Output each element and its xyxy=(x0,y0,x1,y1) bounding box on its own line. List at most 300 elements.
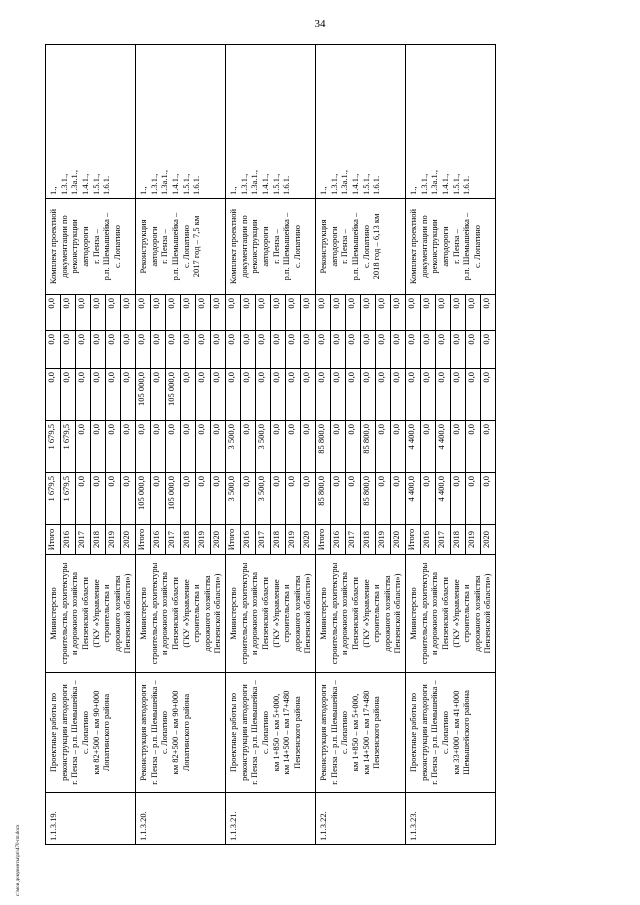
amount-v3-cell: 0,0 xyxy=(286,369,301,421)
activity-name-line: с. Лопатино xyxy=(79,711,90,754)
amount-v4-cell: 0,0 xyxy=(271,331,286,369)
amount-v3-cell: 0,0 xyxy=(466,369,481,421)
result-line: р.п. Шемышейка – xyxy=(281,212,292,281)
row-number: 1.1.3.23. xyxy=(408,811,418,841)
amount-v4-cell: 0,0 xyxy=(166,331,181,369)
executor-line: (ГКУ «Управление xyxy=(90,579,101,648)
executor-line: Министерство xyxy=(318,587,328,640)
result-line: 2018 год – 6,13 км xyxy=(371,213,382,280)
amount-v4-cell: 0,0 xyxy=(406,331,421,369)
executor-line: (ГКУ «Управление xyxy=(450,579,461,648)
amount-zero-cell: 0,0 xyxy=(166,295,181,331)
amount-v1-cell: 0,0 xyxy=(481,473,496,525)
amount-v1-cell: 0,0 xyxy=(286,473,301,525)
amount-v2-cell: 3 500,0 xyxy=(256,421,271,473)
year-cell: 2018 xyxy=(271,525,286,555)
amount-v4-cell: 0,0 xyxy=(421,331,436,369)
amount-zero-cell: 0,0 xyxy=(346,295,361,331)
executor-line: Министерство xyxy=(48,587,58,640)
activity-name-line: с. Лопатино xyxy=(339,711,350,754)
amount-v2-cell: 0,0 xyxy=(241,421,256,473)
executor-line: строительства и xyxy=(191,584,202,643)
executor-line: строительства и xyxy=(101,584,112,643)
goal-indicator: 1.6.1. xyxy=(101,175,112,195)
executor-line: Пензенской области xyxy=(439,577,450,650)
executor-line: и дорожного хозяйства xyxy=(159,572,170,656)
amount-v1-cell: 0,0 xyxy=(181,473,196,525)
amount-zero-cell: 0,0 xyxy=(421,295,436,331)
executor-line: и дорожного хозяйства xyxy=(249,572,260,656)
table-row xyxy=(46,45,61,845)
amount-v1-cell: 4 400,0 xyxy=(406,473,421,525)
result-line: документации по xyxy=(418,215,429,278)
goal-indicator: 1., xyxy=(408,186,418,195)
year-cell: 2017 xyxy=(166,525,181,555)
amount-v4-cell: 0,0 xyxy=(286,331,301,369)
result-line: с. Лопатино xyxy=(180,225,191,268)
table-row xyxy=(136,45,151,845)
activity-name-line: реконструкции автодороги xyxy=(58,684,69,781)
goal-indicator: 1.4.1., xyxy=(349,173,360,195)
amount-v1-cell: 1 679,5 xyxy=(46,473,61,525)
amount-v1-cell: 0,0 xyxy=(76,473,91,525)
result-line: Комплект проектной xyxy=(48,208,58,285)
executor-line: дорожного хозяйства xyxy=(381,575,392,652)
footer xyxy=(16,824,56,896)
year-cell: 2018 xyxy=(181,525,196,555)
amount-zero-cell: 0,0 xyxy=(301,295,316,331)
row-number-cell xyxy=(316,793,406,845)
year-cell: Итого xyxy=(226,525,241,555)
amount-v3-cell: 0,0 xyxy=(226,369,241,421)
row-number-cell xyxy=(406,793,496,845)
amount-zero-cell: 0,0 xyxy=(361,295,376,331)
activity-name-line: Пензенского района xyxy=(371,696,382,769)
result-line: г. Пенза – xyxy=(90,229,101,264)
amount-v2-cell: 0,0 xyxy=(196,421,211,473)
year-cell: 2019 xyxy=(376,525,391,555)
goal-indicator: 1.3а.1., xyxy=(249,169,260,195)
executor-cell xyxy=(316,555,406,673)
amount-zero-cell: 0,0 xyxy=(106,295,121,331)
executor-line: Пензенской области») xyxy=(482,573,493,654)
goal-indicator: 1.4.1., xyxy=(439,173,450,195)
activity-name-line: с. Лопатино xyxy=(159,711,170,754)
executor-line: дорожного хозяйства xyxy=(471,575,482,652)
row-number-cell xyxy=(226,793,316,845)
year-cell: 2018 xyxy=(361,525,376,555)
activity-name-line: км 33+000 – км 41+000 xyxy=(450,690,461,775)
amount-v4-cell: 0,0 xyxy=(241,331,256,369)
executor-line: строительства, архитектуры xyxy=(418,562,429,665)
amount-v3-cell: 0,0 xyxy=(121,369,136,421)
amount-zero-cell: 0,0 xyxy=(121,295,136,331)
result-line: с. Лопатино xyxy=(360,225,371,268)
year-cell: 2019 xyxy=(466,525,481,555)
amount-v3-cell: 0,0 xyxy=(46,369,61,421)
amount-v4-cell: 0,0 xyxy=(211,331,226,369)
activity-name-line: Пензенского района xyxy=(291,696,302,769)
amount-v2-cell: 0,0 xyxy=(121,421,136,473)
executor-cell xyxy=(406,555,496,673)
result-line: документации по xyxy=(58,215,69,278)
amount-zero-cell: 0,0 xyxy=(451,295,466,331)
amount-v3-cell: 0,0 xyxy=(391,369,406,421)
amount-v2-cell: 3 500,0 xyxy=(226,421,241,473)
goal-indicator: 1.4.1., xyxy=(259,173,270,195)
amount-zero-cell: 0,0 xyxy=(391,295,406,331)
year-cell: 2016 xyxy=(331,525,346,555)
amount-zero-cell: 0,0 xyxy=(376,295,391,331)
goal-indicator: 1.3а.1., xyxy=(69,169,80,195)
amount-v1-cell: 0,0 xyxy=(451,473,466,525)
year-cell: Итого xyxy=(46,525,61,555)
amount-v4-cell: 0,0 xyxy=(481,331,496,369)
year-cell: 2018 xyxy=(451,525,466,555)
result-line: Комплект проектной xyxy=(228,208,238,285)
amount-v2-cell: 0,0 xyxy=(376,421,391,473)
activity-name-line: г. Пенза – р.п. Шемышейка – xyxy=(429,680,440,785)
amount-v3-cell: 0,0 xyxy=(481,369,496,421)
amount-v4-cell: 0,0 xyxy=(346,331,361,369)
amount-v2-cell: 0,0 xyxy=(91,421,106,473)
amount-v3-cell: 0,0 xyxy=(196,369,211,421)
activity-name-line: с. Лопатино xyxy=(259,711,270,754)
amount-v2-cell: 0,0 xyxy=(421,421,436,473)
amount-v4-cell: 0,0 xyxy=(151,331,166,369)
year-cell: Итого xyxy=(316,525,331,555)
amount-v1-cell: 0,0 xyxy=(346,473,361,525)
amount-zero-cell: 0,0 xyxy=(466,295,481,331)
amount-v4-cell: 0,0 xyxy=(376,331,391,369)
row-number: 1.1.3.19. xyxy=(48,811,58,841)
amount-zero-cell: 0,0 xyxy=(181,295,196,331)
executor-line: (ГКУ «Управление xyxy=(180,579,191,648)
goal-indicator: 1.3а.1., xyxy=(429,169,440,195)
activity-name-line: Реконструкция автодороги xyxy=(318,684,328,781)
amount-v2-cell: 0,0 xyxy=(271,421,286,473)
year-cell: Итого xyxy=(406,525,421,555)
program-activities-table xyxy=(45,44,496,845)
goal-indicator: 1.4.1., xyxy=(169,173,180,195)
row-number-cell xyxy=(46,793,136,845)
amount-v2-cell: 0,0 xyxy=(76,421,91,473)
goal-indicator: 1., xyxy=(48,186,58,195)
result-line: автодороги xyxy=(259,226,270,267)
table-row xyxy=(406,45,421,845)
amount-v3-cell: 0,0 xyxy=(406,369,421,421)
amount-v1-cell: 0,0 xyxy=(376,473,391,525)
result-line: 2017 год – 7,5 км xyxy=(191,215,202,278)
result-line: документации по xyxy=(238,215,249,278)
activity-name-line: Лопатинского района xyxy=(101,693,112,772)
result-line: г. Пенза – xyxy=(450,229,461,264)
amount-v2-cell: 85 800,0 xyxy=(316,421,331,473)
amount-v1-cell: 0,0 xyxy=(91,473,106,525)
activity-name-line: км 82+500 – км 90+000 xyxy=(169,690,180,775)
amount-v2-cell: 0,0 xyxy=(166,421,181,473)
result-cell xyxy=(406,199,496,295)
result-line: с. Лопатино xyxy=(291,225,302,268)
activity-name-line: Шемышейского района xyxy=(461,690,472,775)
amount-v4-cell: 0,0 xyxy=(436,331,451,369)
year-cell: 2019 xyxy=(106,525,121,555)
amount-v1-cell: 0,0 xyxy=(301,473,316,525)
amount-v1-cell: 85 800,0 xyxy=(361,473,376,525)
amount-zero-cell: 0,0 xyxy=(76,295,91,331)
amount-v2-cell: 85 800,0 xyxy=(361,421,376,473)
goal-indicator: 1.6.1. xyxy=(191,175,202,195)
amount-zero-cell: 0,0 xyxy=(436,295,451,331)
amount-zero-cell: 0,0 xyxy=(61,295,76,331)
amount-v3-cell: 0,0 xyxy=(301,369,316,421)
executor-line: Пензенской области») xyxy=(212,573,223,654)
footer-file-path: c:\мои документы\рп\470-пп.docx xyxy=(16,824,21,896)
result-line: г. Пенза – xyxy=(159,229,170,264)
result-line: автодороги xyxy=(79,226,90,267)
amount-v2-cell: 0,0 xyxy=(151,421,166,473)
activity-name-cell xyxy=(46,673,136,793)
amount-zero-cell: 0,0 xyxy=(271,295,286,331)
activity-name-line: г. Пенза – р.п. Шемышейка – xyxy=(69,680,80,785)
amount-v4-cell: 0,0 xyxy=(181,331,196,369)
rotated-table-container xyxy=(45,45,605,845)
amount-v2-cell: 0,0 xyxy=(391,421,406,473)
amount-v4-cell: 0,0 xyxy=(121,331,136,369)
amount-v2-cell: 0,0 xyxy=(481,421,496,473)
amount-v1-cell: 105 000,0 xyxy=(136,473,151,525)
result-line: р.п. Шемышейка – xyxy=(349,212,360,281)
executor-cell xyxy=(136,555,226,673)
amount-v3-cell: 0,0 xyxy=(181,369,196,421)
amount-v4-cell: 0,0 xyxy=(106,331,121,369)
year-cell: 2016 xyxy=(61,525,76,555)
amount-v1-cell: 105 000,0 xyxy=(166,473,181,525)
amount-v2-cell: 0,0 xyxy=(211,421,226,473)
amount-zero-cell: 0,0 xyxy=(481,295,496,331)
result-cell xyxy=(136,199,226,295)
amount-v1-cell: 0,0 xyxy=(421,473,436,525)
amount-v4-cell: 0,0 xyxy=(451,331,466,369)
goal-indicator: 1.3.1., xyxy=(238,173,249,195)
executor-line: Министерство xyxy=(228,587,238,640)
amount-v4-cell: 0,0 xyxy=(361,331,376,369)
goal-indicator: 1., xyxy=(228,186,238,195)
goal-indicator: 1.5.1., xyxy=(180,173,191,195)
goal-indicator: 1.6.1. xyxy=(281,175,292,195)
row-number: 1.1.3.20. xyxy=(138,811,148,841)
amount-v2-cell: 0,0 xyxy=(181,421,196,473)
activity-name-cell xyxy=(316,673,406,793)
executor-line: и дорожного хозяйства xyxy=(429,572,440,656)
year-cell: 2018 xyxy=(91,525,106,555)
amount-zero-cell: 0,0 xyxy=(286,295,301,331)
goal-indicator: 1.5.1., xyxy=(450,173,461,195)
executor-line: Пензенской области xyxy=(169,577,180,650)
result-line: р.п. Шемышейка – xyxy=(169,212,180,281)
amount-zero-cell: 0,0 xyxy=(151,295,166,331)
amount-v1-cell: 0,0 xyxy=(331,473,346,525)
amount-v4-cell: 0,0 xyxy=(46,331,61,369)
activity-name-line: Проектные работы по xyxy=(228,692,238,773)
amount-v1-cell: 3 500,0 xyxy=(256,473,271,525)
goal-indicator: 1.3.1., xyxy=(418,173,429,195)
table-body xyxy=(46,45,496,845)
amount-v2-cell: 0,0 xyxy=(286,421,301,473)
activity-name-line: реконструкции автодороги xyxy=(238,684,249,781)
result-line: с. Лопатино xyxy=(111,225,122,268)
year-cell: 2016 xyxy=(421,525,436,555)
amount-v3-cell: 0,0 xyxy=(376,369,391,421)
year-cell: 2020 xyxy=(301,525,316,555)
result-line: реконструкции xyxy=(429,219,440,274)
result-line: Комплект проектной xyxy=(408,208,418,285)
amount-v3-cell: 0,0 xyxy=(346,369,361,421)
year-cell: 2016 xyxy=(241,525,256,555)
amount-v3-cell: 0,0 xyxy=(76,369,91,421)
amount-v4-cell: 0,0 xyxy=(466,331,481,369)
goal-indicators-cell xyxy=(136,45,226,199)
executor-line: Пензенской области») xyxy=(392,573,403,654)
amount-v2-cell: 0,0 xyxy=(346,421,361,473)
executor-line: Пензенской области xyxy=(79,577,90,650)
amount-v4-cell: 0,0 xyxy=(61,331,76,369)
amount-v1-cell: 1 679,5 xyxy=(61,473,76,525)
activity-name-line: Реконструкция автодороги xyxy=(138,684,148,781)
result-line: г. Пенза – xyxy=(270,229,281,264)
amount-zero-cell: 0,0 xyxy=(241,295,256,331)
result-line: р.п. Шемышейка – xyxy=(461,212,472,281)
executor-line: дорожного хозяйства xyxy=(291,575,302,652)
amount-zero-cell: 0,0 xyxy=(136,295,151,331)
amount-v2-cell: 4 400,0 xyxy=(406,421,421,473)
row-number: 1.1.3.22. xyxy=(318,811,328,841)
amount-v2-cell: 0,0 xyxy=(136,421,151,473)
activity-name-line: г. Пенза – р.п. Шемышейка – xyxy=(249,680,260,785)
goal-indicator: 1.3.1., xyxy=(148,173,159,195)
amount-zero-cell: 0,0 xyxy=(226,295,241,331)
activity-name-line: км 82+500 – км 90+000 xyxy=(90,690,101,775)
executor-line: Пензенской области xyxy=(259,577,270,650)
goal-indicators-cell xyxy=(226,45,316,199)
goal-indicator: 1., xyxy=(138,186,148,195)
result-cell xyxy=(316,199,406,295)
activity-name-line: км 14+500 – км 17+480 xyxy=(360,690,371,775)
year-cell: 2017 xyxy=(346,525,361,555)
year-cell: 2016 xyxy=(151,525,166,555)
amount-v4-cell: 0,0 xyxy=(76,331,91,369)
amount-v4-cell: 0,0 xyxy=(301,331,316,369)
row-number: 1.1.3.21. xyxy=(228,811,238,841)
activity-name-line: Проектные работы по xyxy=(408,692,418,773)
amount-v2-cell: 1 679,5 xyxy=(61,421,76,473)
amount-v4-cell: 0,0 xyxy=(226,331,241,369)
activity-name-line: км 14+500 – км 17+480 xyxy=(281,690,292,775)
amount-v2-cell: 0,0 xyxy=(106,421,121,473)
year-cell: 2019 xyxy=(196,525,211,555)
goal-indicator: 1.3.1., xyxy=(328,173,339,195)
amount-v3-cell: 0,0 xyxy=(331,369,346,421)
row-number-cell xyxy=(136,793,226,845)
amount-v1-cell: 0,0 xyxy=(271,473,286,525)
goal-indicator: 1.3а.1., xyxy=(159,169,170,195)
amount-v3-cell: 0,0 xyxy=(61,369,76,421)
goal-indicator: 1.6.1. xyxy=(371,175,382,195)
executor-line: Министерство xyxy=(408,587,418,640)
amount-v2-cell: 0,0 xyxy=(331,421,346,473)
activity-name-line: Проектные работы по xyxy=(48,692,58,773)
amount-v3-cell: 0,0 xyxy=(361,369,376,421)
result-line: р.п. Шемышейка – xyxy=(101,212,112,281)
executor-line: Министерство xyxy=(138,587,148,640)
amount-v4-cell: 0,0 xyxy=(196,331,211,369)
result-cell xyxy=(46,199,136,295)
amount-v3-cell: 105 000,0 xyxy=(136,369,151,421)
result-line: г. Пенза – xyxy=(339,229,350,264)
goal-indicators-cell xyxy=(406,45,496,199)
activity-name-cell xyxy=(406,673,496,793)
executor-cell xyxy=(226,555,316,673)
goal-indicators-cell xyxy=(46,45,136,199)
year-cell: Итого xyxy=(136,525,151,555)
executor-line: строительства, архитектуры xyxy=(148,562,159,665)
executor-line: строительства и xyxy=(461,584,472,643)
executor-line: (ГКУ «Управление xyxy=(270,579,281,648)
year-cell: 2017 xyxy=(76,525,91,555)
amount-v3-cell: 0,0 xyxy=(451,369,466,421)
amount-v1-cell: 0,0 xyxy=(466,473,481,525)
year-cell: 2017 xyxy=(256,525,271,555)
table-row xyxy=(226,45,241,845)
amount-v3-cell: 0,0 xyxy=(316,369,331,421)
executor-line: Пензенской области») xyxy=(122,573,133,654)
amount-v3-cell: 105 000,0 xyxy=(166,369,181,421)
executor-cell xyxy=(46,555,136,673)
amount-zero-cell: 0,0 xyxy=(406,295,421,331)
amount-zero-cell: 0,0 xyxy=(331,295,346,331)
activity-name-cell xyxy=(136,673,226,793)
activity-name-line: Лопатинского района xyxy=(180,693,191,772)
amount-v2-cell: 4 400,0 xyxy=(436,421,451,473)
result-line: реконструкции xyxy=(249,219,260,274)
year-cell: 2020 xyxy=(481,525,496,555)
amount-zero-cell: 0,0 xyxy=(46,295,61,331)
executor-line: и дорожного хозяйства xyxy=(69,572,80,656)
goal-indicator: 1., xyxy=(318,186,328,195)
amount-v3-cell: 0,0 xyxy=(436,369,451,421)
executor-line: дорожного хозяйства xyxy=(201,575,212,652)
amount-v1-cell: 0,0 xyxy=(196,473,211,525)
amount-v3-cell: 0,0 xyxy=(106,369,121,421)
executor-line: Пензенской области») xyxy=(302,573,313,654)
amount-v4-cell: 0,0 xyxy=(91,331,106,369)
goal-indicator: 1.6.1. xyxy=(461,175,472,195)
activity-name-line: реконструкции автодороги xyxy=(418,684,429,781)
amount-v1-cell: 0,0 xyxy=(391,473,406,525)
executor-line: строительства, архитектуры xyxy=(58,562,69,665)
executor-line: строительства, архитектуры xyxy=(328,562,339,665)
result-line: реконструкции xyxy=(69,219,80,274)
amount-zero-cell: 0,0 xyxy=(91,295,106,331)
amount-v2-cell: 0,0 xyxy=(451,421,466,473)
result-line: Реконструкция автодороги xyxy=(138,219,159,274)
page-number: 34 xyxy=(314,18,326,30)
activity-name-line: км 1+850 – км 5+000, xyxy=(270,693,281,772)
activity-name-line: г. Пенза – р.п. Шемышейка – xyxy=(328,680,339,785)
activity-name-cell xyxy=(226,673,316,793)
amount-v1-cell: 0,0 xyxy=(211,473,226,525)
amount-v3-cell: 0,0 xyxy=(91,369,106,421)
